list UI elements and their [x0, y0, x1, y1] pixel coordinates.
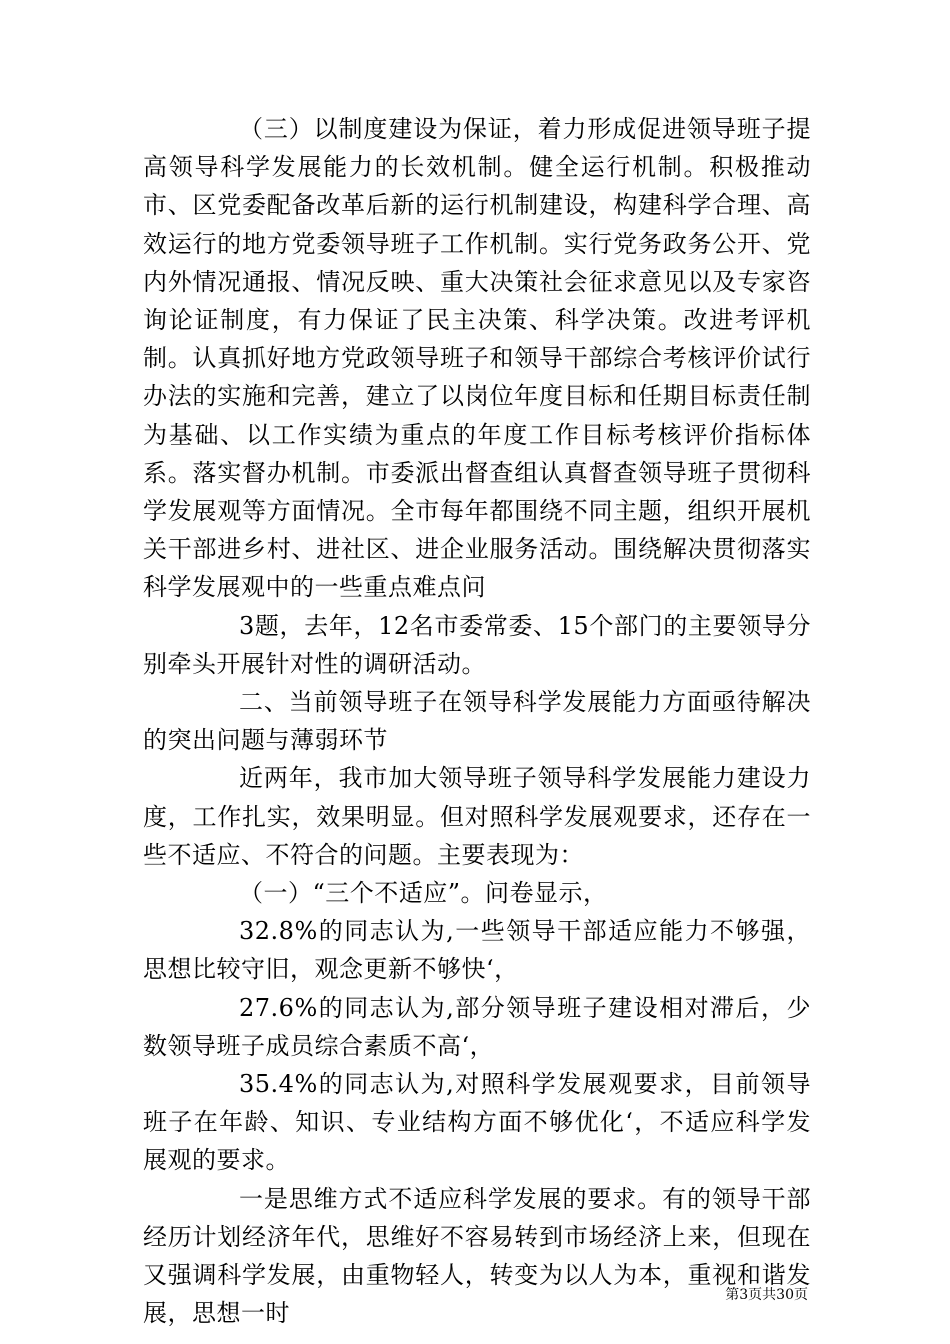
paragraph-main-issues: 近两年，我市加大领导班子领导科学发展能力建设力度，工作扎实，效果明显。但对照科学发展观要求，还存在一些不适应、不符合的问题。主要表现为：: [143, 764, 811, 869]
paragraph-survey-32-8: 32.8%的同志认为,一些领导干部适应能力不够强，思想比较守旧，观念更新不够快‘，: [143, 917, 811, 984]
document-body: [143, 110, 811, 1333]
paragraph-survey-27-6: 27.6%的同志认为,部分领导班子建设相对滞后，少数领导班子成员综合素质不高‘，: [143, 993, 811, 1060]
paragraph-survey-35-4: 35.4%的同志认为,对照科学发展观要求，目前领导班子在年龄、知识、专业结构方面不够优化‘，不适应科学发展观的要求。: [143, 1070, 811, 1175]
paragraph-thinking-mode: 一是思维方式不适应科学发展的要求。有的领导干部经历计划经济年代，思维好不容易转到市场经济上来，但现在又强调科学发展，由重物轻人，转变为以人为本，重视和谐发展，思想一时: [143, 1184, 811, 1328]
section-heading-problems: 二、当前领导班子在领导科学发展能力方面亟待解决的突出问题与薄弱环节: [143, 688, 811, 755]
paragraph-institution-building: （三）以制度建设为保证，着力形成促进领导班子提高领导科学发展能力的长效机制。健全运行机制。积极推动市、区党委配备改革后新的运行机制建设，构建科学合理、高效运行的地方党委领导班子工作机制。实行党务政务公开、党内外情况通报、情况反映、重大决策社会征求意见以及专家咨询论证制度，有力保证了民主决策、科学决策。改进考评机制。认真抓好地方党政领导班子和领导干部综合考核评价试行办法的实施和完善，建立了以岗位年度目标和任期目标责任制为基础、以工作实绩为重点的年度工作目标考核评价指标体系。落实督办机制。市委派出督查组认真督查领导班子贯彻科学发展观等方面情况。全市每年都围绕不同主题，组织开展机关干部进乡村、进社区、进企业服务活动。围绕解决贯彻落实科学发展观中的一些重点难点问: [143, 115, 811, 602]
page-number-footer: 第3页共30页: [725, 1287, 808, 1303]
paragraph-three-mismatches: （一）“三个不适应”。问卷显示，: [239, 879, 608, 908]
paragraph-research-activities: 3题，去年，12名市委常委、15个部门的主要领导分别牵头开展针对性的调研活动。: [143, 611, 811, 678]
